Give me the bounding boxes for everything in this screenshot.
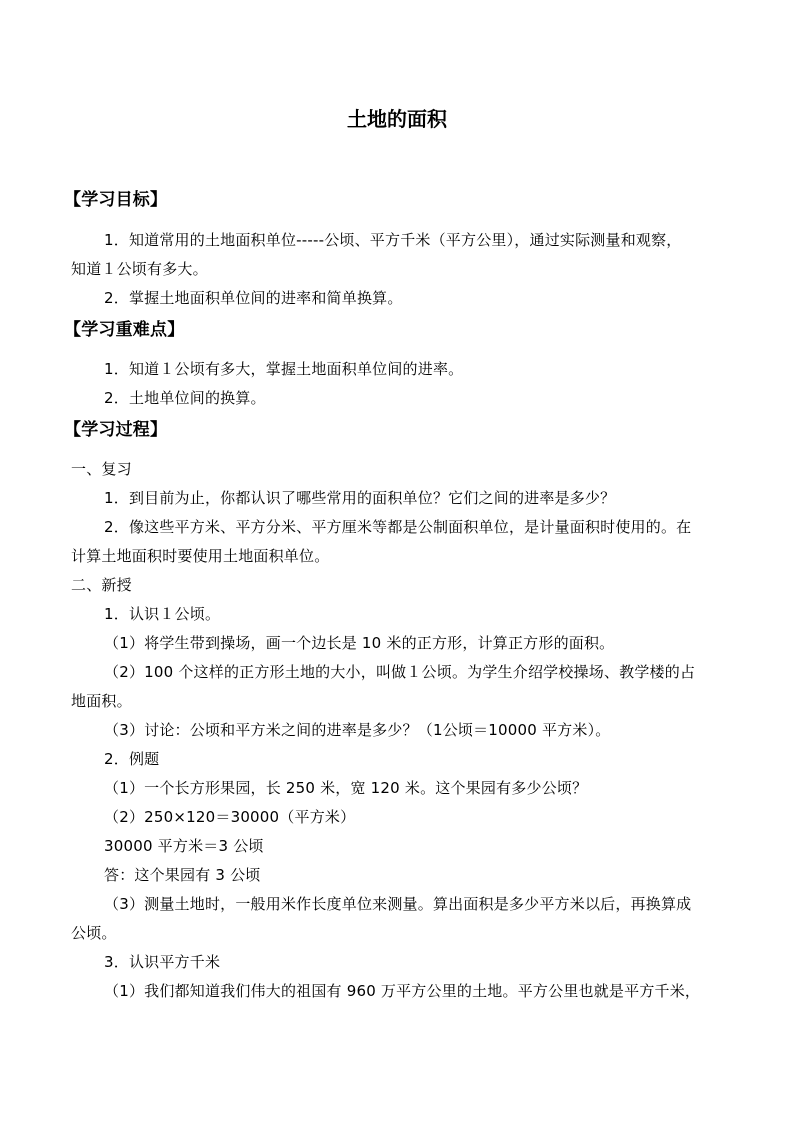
paragraph-line: 一、复习 bbox=[71, 460, 132, 478]
paragraph-line: 计算土地面积时要使用土地面积单位。 bbox=[71, 547, 330, 565]
paragraph-line: （3）测量土地时，一般用米作长度单位来测量。算出面积是多少平方米以后，再换算成 bbox=[104, 895, 692, 913]
paragraph-line: （1）一个长方形果园，长 250 米，宽 120 米。这个果园有多少公顷？ bbox=[104, 779, 588, 797]
paragraph-line: 2．像这些平方米、平方分米、平方厘米等都是公制面积单位，是计量面积时使用的。在 bbox=[104, 518, 692, 536]
paragraph-line: 答：这个果园有 3 公顷 bbox=[104, 866, 261, 884]
paragraph-line: 知道１公顷有多大。 bbox=[71, 260, 208, 278]
paragraph-line: （2）250×120＝30000（平方米） bbox=[104, 808, 356, 826]
section-heading-key-points: 【学习重难点】 bbox=[64, 320, 185, 340]
paragraph-line: 1．到目前为止，你都认识了哪些常用的面积单位？它们之间的进率是多少？ bbox=[104, 489, 616, 507]
paragraph-line: 2．掌握土地面积单位间的进率和简单换算。 bbox=[104, 289, 403, 307]
document-title: 土地的面积 bbox=[347, 107, 447, 131]
paragraph-line: （2）100 个这样的正方形土地的大小，叫做１公顷。为学生介绍学校操场、教学楼的占 bbox=[104, 663, 696, 681]
section-heading-objectives: 【学习目标】 bbox=[64, 190, 168, 210]
paragraph-line: 1．知道１公顷有多大，掌握土地面积单位间的进率。 bbox=[104, 360, 464, 378]
paragraph-line: 地面积。 bbox=[71, 692, 132, 710]
paragraph-line: 公顷。 bbox=[71, 924, 117, 942]
paragraph-line: 2．例题 bbox=[104, 750, 160, 768]
paragraph-line: 3．认识平方千米 bbox=[104, 953, 221, 971]
paragraph-line: 二、新授 bbox=[71, 576, 132, 594]
paragraph-line: 30000 平方米＝3 公顷 bbox=[104, 837, 264, 855]
section-heading-process: 【学习过程】 bbox=[64, 420, 168, 440]
paragraph-line: 1．认识１公顷。 bbox=[104, 605, 221, 623]
paragraph-line: （1）将学生带到操场，画一个边长是 10 米的正方形，计算正方形的面积。 bbox=[104, 634, 615, 652]
paragraph-line: 1．知道常用的土地面积单位-----公顷、平方千米（平方公里），通过实际测量和观察， bbox=[104, 231, 682, 249]
paragraph-line: （1）我们都知道我们伟大的祖国有 960 万平方公里的土地。平方公里也就是平方千米， bbox=[104, 982, 701, 1000]
paragraph-line: 2．土地单位间的换算。 bbox=[104, 389, 266, 407]
paragraph-line: （3）讨论：公顷和平方米之间的进率是多少？（1公顷＝10000 平方米）。 bbox=[104, 721, 611, 739]
